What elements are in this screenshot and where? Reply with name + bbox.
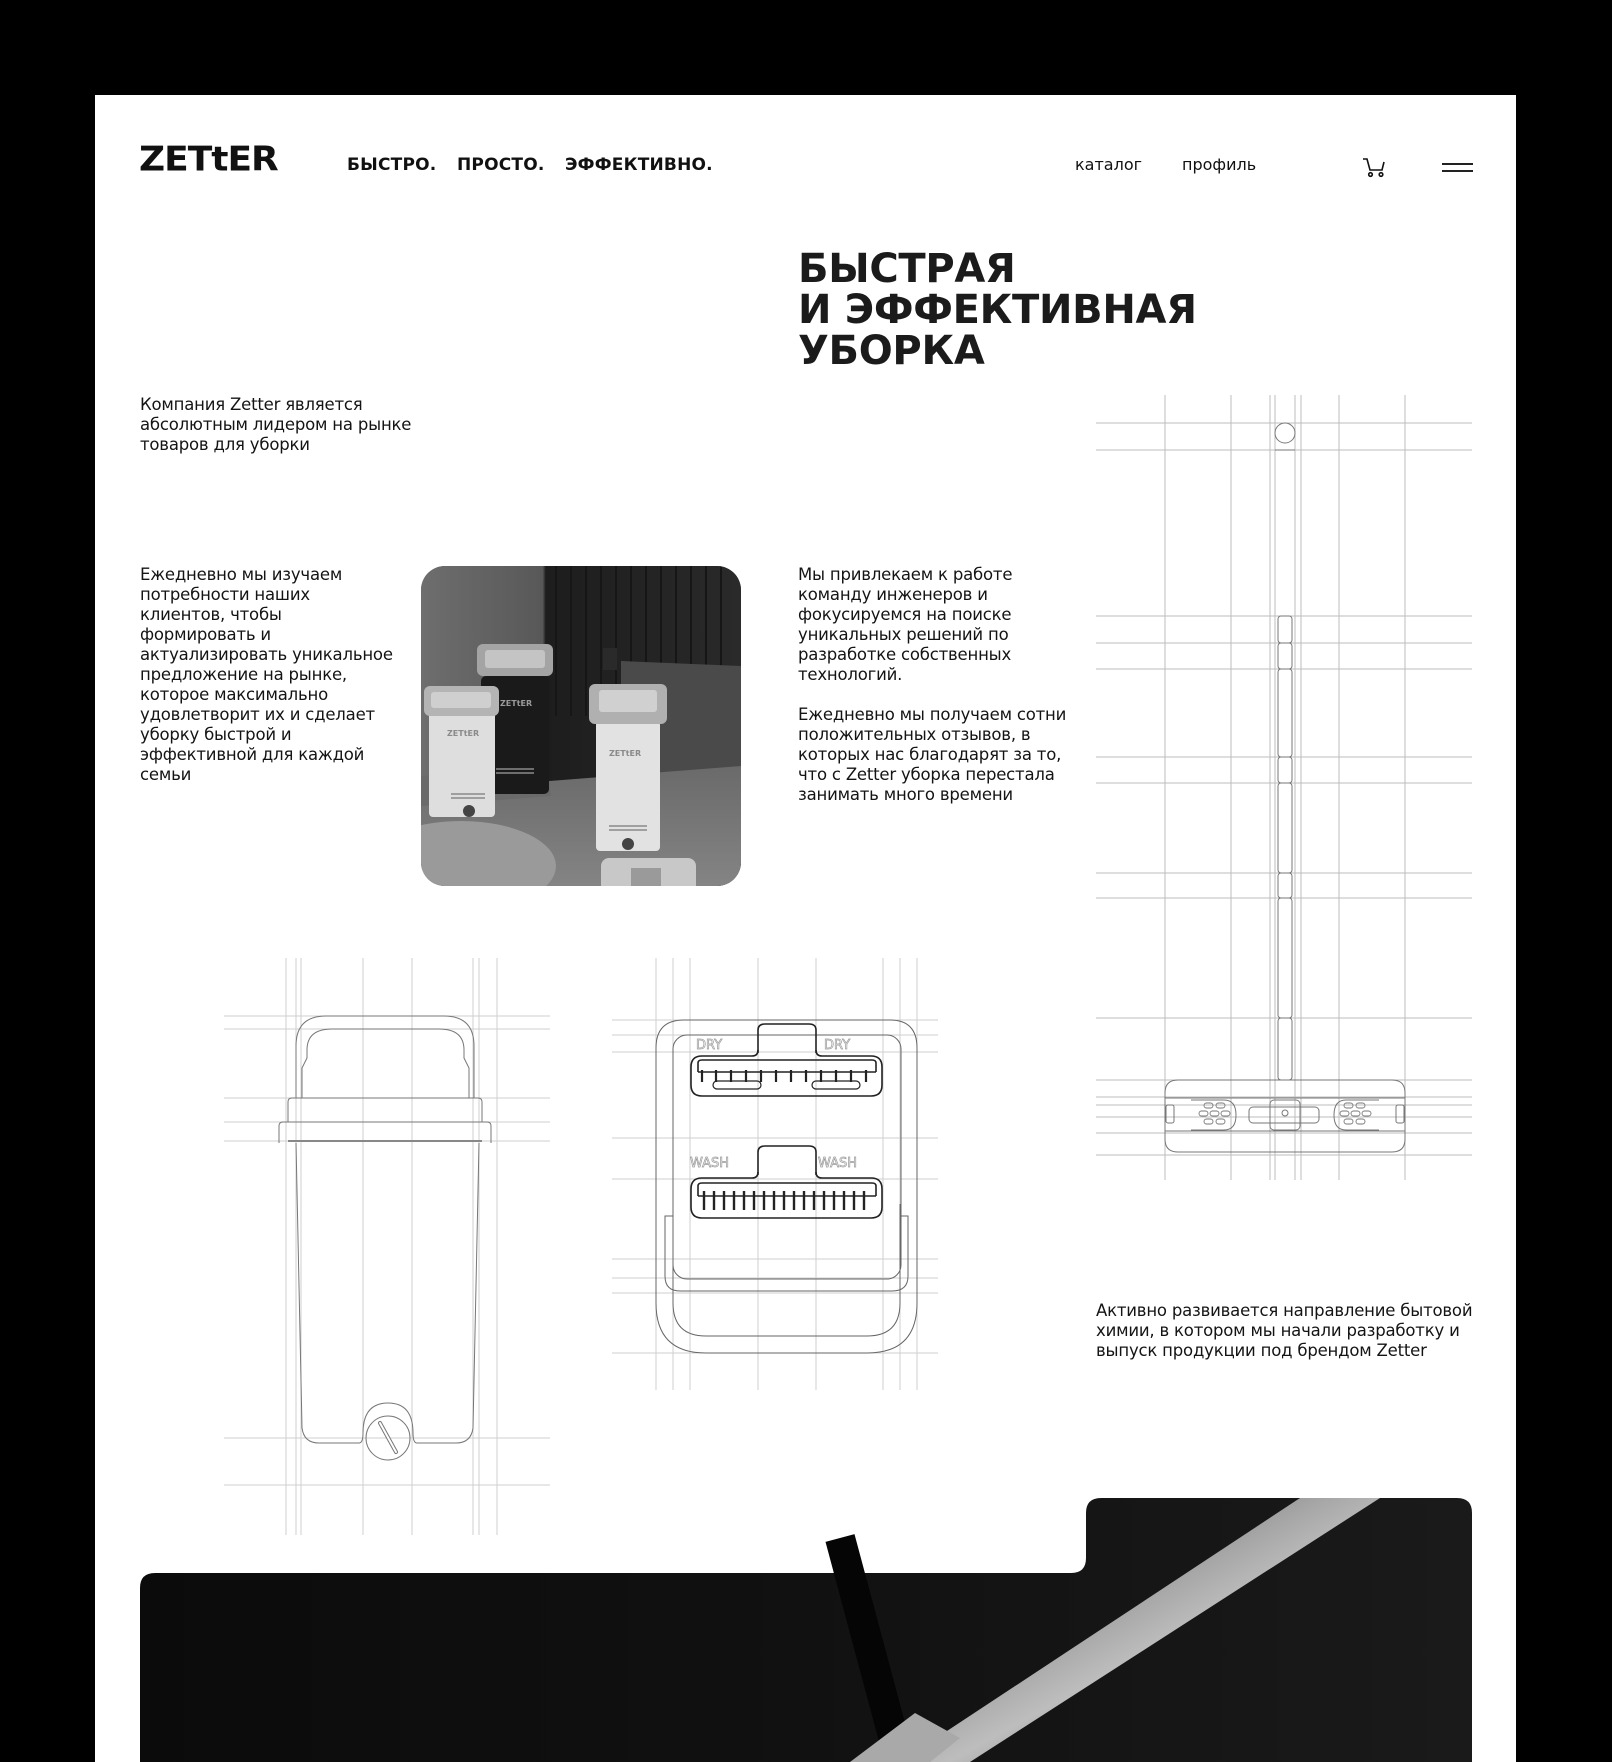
mop-handle-photo-block (140, 1498, 1472, 1762)
household-chemicals-text: Активно развивается направление бытовой химии, в котором мы начали разработку и выпуск продукции под брендом Zetter (1096, 1301, 1473, 1360)
wash-label-right: WASH (818, 1156, 858, 1171)
engineering-text-block (798, 565, 1073, 805)
customer-research-text: Ежедневно мы изучаем потребности наших клиентов, чтобы формировать и актуализировать уникальное предложение на рынке, которое максимально удовлетворит их и сделает уборку быстрой и эффективной для каждой семьи (140, 565, 393, 784)
photo-brand-mark: ZETtER (447, 729, 480, 738)
hero-title-line-1: БЫСТРАЯ (798, 246, 1016, 292)
cart-icon[interactable] (1362, 156, 1386, 178)
dry-label-right: DRY (824, 1038, 851, 1053)
wash-label-left: WASH (690, 1156, 730, 1171)
hero-title (798, 246, 1197, 374)
bucket-technical-drawing (224, 958, 550, 1535)
nav-profile-link[interactable]: профиль (1182, 155, 1257, 174)
photo-brand-mark: ZETtER (500, 699, 533, 708)
buckets-photo (421, 566, 741, 886)
zetter-logo[interactable]: ZETtER (139, 140, 278, 179)
hero-title-line-3: УБОРКА (798, 328, 985, 374)
engineering-paragraph: Мы привлекаем к работе команду инженеров и фокусируемся на поиске уникальных решений по разработке собственных технологий. (798, 565, 1013, 684)
hero-title-line-2: И ЭФФЕКТИВНАЯ (798, 287, 1197, 333)
slogan-effective: ЭФФЕКТИВНО. (565, 155, 713, 175)
hamburger-menu-icon[interactable] (1442, 160, 1473, 174)
photo-brand-mark: ZETtER (609, 749, 642, 758)
intro-text: Компания Zetter является абсолютным лидером на рынке товаров для уборки (140, 395, 412, 454)
mop-technical-drawing (1096, 395, 1472, 1180)
slogan-simple: ПРОСТО. (457, 155, 545, 175)
nav-catalog-link[interactable]: каталог (1075, 155, 1143, 174)
insert-technical-drawing (612, 958, 938, 1390)
reviews-paragraph: Ежедневно мы получаем сотни положительных отзывов, в которых нас благодарят за то, что с Zetter уборка перестала занимать много времени (798, 705, 1067, 804)
slogan-fast: БЫСТРО. (347, 155, 437, 175)
dry-label-left: DRY (696, 1038, 723, 1053)
